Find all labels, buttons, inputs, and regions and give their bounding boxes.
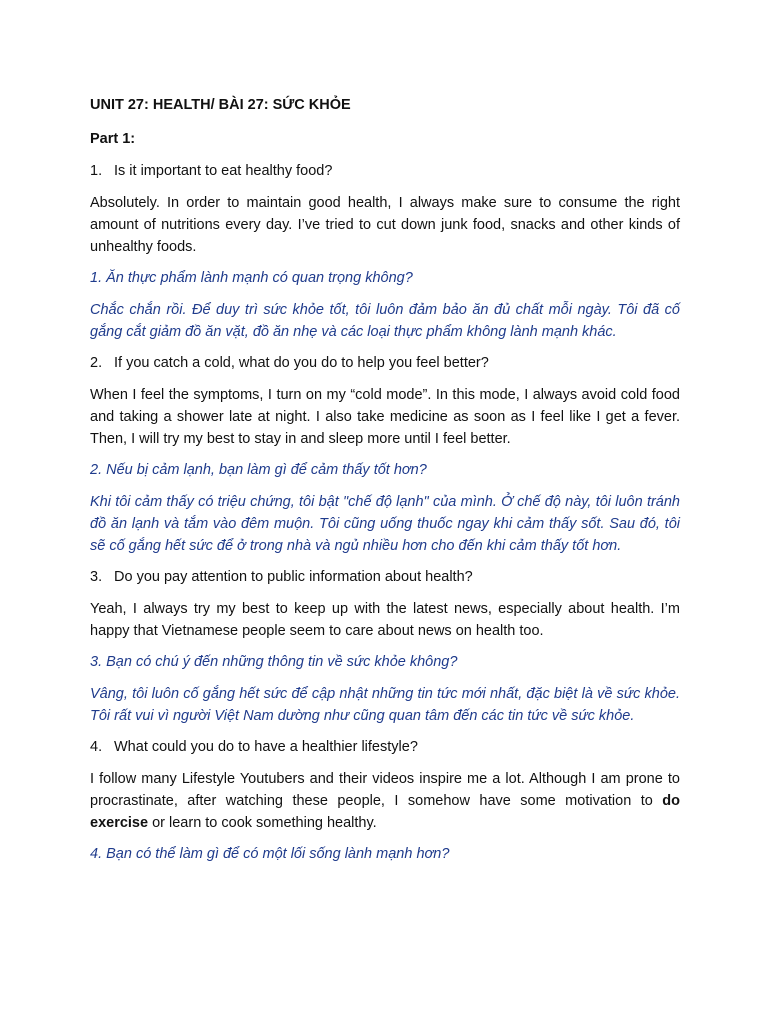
question-text: Is it important to eat healthy food? [114, 163, 333, 179]
answer-4 [90, 768, 680, 834]
document-page [90, 95, 680, 875]
question-text: If you catch a cold, what do you do to help you feel better? [114, 355, 489, 371]
question-number: 4. [90, 739, 103, 755]
question-2 [90, 353, 680, 373]
vi-answer-2: Khi tôi cảm thấy có triệu chứng, tôi bật "chế độ lạnh" của mình. Ở chế độ này, tôi luôn tránh đồ ăn lạnh và tắm vào đêm muộn. Tôi cũng uống thuốc ngay khi cảm thấy sốt. Sau đó, tôi sẽ cố gắng hết sức để ở trong nhà và ngủ nhiều hơn cho đến khi cảm thấy tốt hơn. [90, 494, 680, 554]
question-number: 3. [90, 569, 103, 585]
vi-question-2: 2. Nếu bị cảm lạnh, bạn làm gì để cảm thấy tốt hơn? [90, 462, 427, 478]
answer-text-end: or learn to cook something healthy. [148, 815, 377, 831]
question-number: 1. [90, 163, 103, 179]
vi-question-4: 4. Bạn có thể làm gì để có một lối sống lành mạnh hơn? [90, 846, 450, 862]
answer-text: I follow many Lifestyle Youtubers and their videos inspire me a lot. Although I am prone to procrastinate, after watching these people, I somehow have some motivation to [90, 771, 680, 809]
answer-bold-phrase: do exercise [90, 793, 680, 831]
answer-3: Yeah, I always try my best to keep up with the latest news, especially about health. I’m happy that Vietnamese people seem to care about news on health too. [90, 601, 680, 639]
question-4 [90, 737, 680, 757]
vi-answer-1: Chắc chắn rồi. Để duy trì sức khỏe tốt, tôi luôn đảm bảo ăn đủ chất mỗi ngày. Tôi đã cố gắng cắt giảm đồ ăn vặt, đồ ăn nhẹ và các loại thực phẩm không lành mạnh khác. [90, 302, 680, 340]
page-title: UNIT 27: HEALTH/ BÀI 27: SỨC KHỎE [90, 97, 351, 113]
vi-question-1: 1. Ăn thực phẩm lành mạnh có quan trọng không? [90, 270, 413, 286]
question-text: Do you pay attention to public information about health? [114, 569, 473, 585]
answer-1: Absolutely. In order to maintain good health, I always make sure to consume the right amount of nutritions every day. I’ve tried to cut down junk food, snacks and other kinds of unhealthy foods. [90, 195, 680, 255]
vi-answer-3: Vâng, tôi luôn cố gắng hết sức để cập nhật những tin tức mới nhất, đặc biệt là về sức khỏe. Tôi rất vui vì người Việt Nam dường như cũng quan tâm đến các tin tức về sức khỏe. [90, 686, 680, 724]
question-3 [90, 567, 680, 587]
vi-question-3: 3. Bạn có chú ý đến những thông tin về sức khỏe không? [90, 654, 458, 670]
question-number: 2. [90, 355, 103, 371]
part-heading: Part 1: [90, 131, 136, 147]
answer-2: When I feel the symptoms, I turn on my “cold mode”. In this mode, I always avoid cold food and taking a shower late at night. I also take medicine as soon as I feel like I get a fever. Then, I will try my best to stay in and sleep more until I feel better. [90, 387, 680, 447]
question-text: What could you do to have a healthier lifestyle? [114, 739, 418, 755]
question-1 [90, 161, 680, 181]
